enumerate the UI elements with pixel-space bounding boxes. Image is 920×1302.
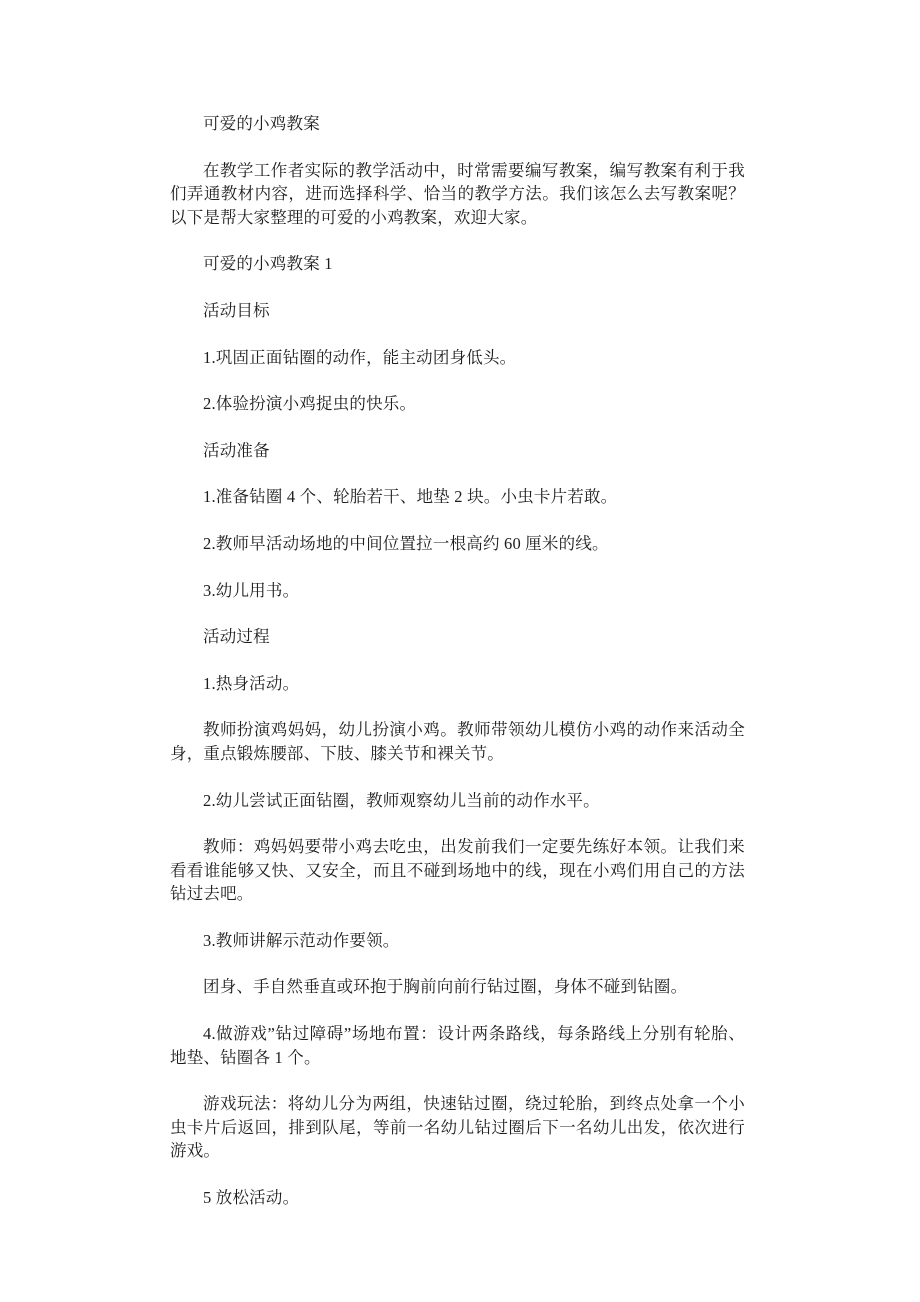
action-essentials: 团身、手自然垂直或环抱于胸前向前行钻过圈，身体不碰到钻圈。 <box>203 977 688 997</box>
heading-activity-preparation: 活动准备 <box>203 440 270 460</box>
section-title-lesson-1: 可爱的小鸡教案 1 <box>203 254 333 274</box>
preparation-item-3: 3.幼儿用书。 <box>203 580 300 600</box>
document-body <box>170 112 745 1210</box>
goal-item-2: 2.体验扮演小鸡捉虫的快乐。 <box>203 394 417 414</box>
doc-title: 可爱的小鸡教案 <box>203 114 320 133</box>
process-step-5: 5 放松活动。 <box>203 1188 300 1208</box>
goal-item-1: 1.巩固正面钻圈的动作，能主动团身低头。 <box>203 347 517 367</box>
process-step-4: 4.做游戏”钻过障碍”场地布置：设计两条路线，每条路线上分别有轮胎、地垫、钻圈各 1 个。 <box>170 1024 745 1067</box>
process-step-2: 2.幼儿尝试正面钻圈，教师观察幼儿当前的动作水平。 <box>203 790 600 810</box>
preparation-item-1: 1.准备钻圈 4 个、轮胎若干、地垫 2 块。小虫卡片若敢。 <box>203 487 618 507</box>
heading-activity-process: 活动过程 <box>203 627 270 647</box>
process-step-1: 1.热身活动。 <box>203 673 300 693</box>
process-step-1-detail: 教师扮演鸡妈妈，幼儿扮演小鸡。教师带领幼儿模仿小鸡的动作来活动全身，重点锻炼腰部、下肢、膝关节和裸关节。 <box>170 720 745 763</box>
heading-activity-goals: 活动目标 <box>203 300 270 320</box>
game-rules: 游戏玩法：将幼儿分为两组，快速钻过圈，绕过轮胎，到终点处拿一个小虫卡片后返回，排到队尾，等前一名幼儿钻过圈后下一名幼儿出发，依次进行游戏。 <box>170 1094 745 1161</box>
process-step-3: 3.教师讲解示范动作要领。 <box>203 930 400 950</box>
preparation-item-2: 2.教师早活动场地的中间位置拉一根高约 60 厘米的线。 <box>203 533 609 553</box>
teacher-instruction: 教师：鸡妈妈要带小鸡去吃虫，出发前我们一定要先练好本领。让我们来看看谁能够又快、又安全，而且不碰到场地中的线，现在小鸡们用自己的方法钻过去吧。 <box>170 837 745 904</box>
intro-paragraph: 在教学工作者实际的教学活动中，时常需要编写教案，编写教案有利于我们弄通教材内容，进而选择科学、恰当的教学方法。我们该怎么去写教案呢？以下是帮大家整理的可爱的小鸡教案，欢迎大家。 <box>170 160 745 227</box>
